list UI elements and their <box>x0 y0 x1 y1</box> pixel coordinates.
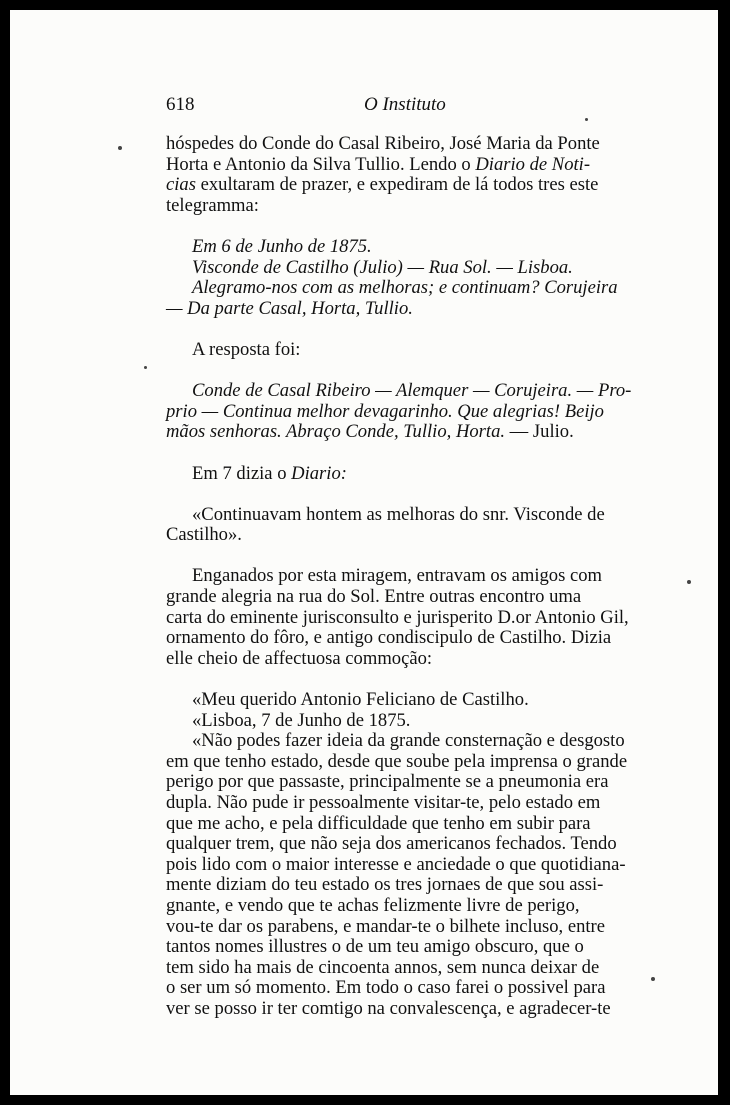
scan-speck <box>651 977 655 981</box>
text-run: Horta e Antonio da Silva Tullio. Lendo o <box>166 153 476 175</box>
blank-line <box>166 484 650 505</box>
quote-line: Castilho». <box>166 524 242 546</box>
letter-line: que me acho, e pela difficuldade que tenho em subir para <box>166 812 591 834</box>
letter-line: perigo por que passaste, principalmente se a pneumonia era <box>166 771 609 793</box>
blank-line <box>166 443 650 464</box>
text-line: telegramma: <box>166 194 259 216</box>
text-line: grande alegria na rua do Sol. Entre outras encontro uma <box>166 586 582 608</box>
text-line: A resposta foi: <box>192 338 301 360</box>
letter-line: vou-te dar os parabens, e mandar-te o bilhete incluso, entre <box>166 915 605 937</box>
text-line: Enganados por esta miragem, entravam os amigos com <box>192 565 602 587</box>
text-line <box>166 155 650 176</box>
blank-line <box>166 361 650 382</box>
letter-line: tem sido ha mais de cincoenta annos, sem nunca deixar de <box>166 956 600 978</box>
page-number: 618 <box>166 94 195 115</box>
letter-line: mente diziam do teu estado os tres jornaes de que sou assi- <box>166 874 604 896</box>
telegram-line: — Da parte Casal, Horta, Tullio. <box>166 297 413 319</box>
newspaper-title: Diario de Noti- <box>475 153 591 175</box>
letter-line: o ser um só momento. Em todo o caso farei o possivel para <box>166 977 606 999</box>
text-line: carta do eminente jurisconsulto e jurisperito D.or Antonio Gil, <box>166 606 629 628</box>
text-run: exultaram de prazer, e expediram de lá todos tres este <box>195 174 599 196</box>
text-run: mãos senhoras. Abraço Conde, Tullio, Horta. <box>166 421 506 443</box>
letter-line: em que tenho estado, desde que soube pela imprensa o grande <box>166 750 628 772</box>
blank-line <box>166 546 650 567</box>
telegram-line: Em 6 de Junho de 1875. <box>192 235 372 257</box>
letter-line: pois lido com o maior interesse e anciedade o que quotidiana- <box>166 853 626 875</box>
text-run: Em 7 dizia o <box>192 462 292 484</box>
newspaper-title: cias <box>166 174 196 196</box>
text-run: — Julio. <box>505 421 574 443</box>
letter-line: dupla. Não pude ir pessoalmente visitar-te, pelo estado em <box>166 792 601 813</box>
text-line <box>166 464 650 485</box>
letter-line: ver se posso ir ter comtigo na convalescença, e agradecer-te <box>166 997 611 1019</box>
telegram-line: Alegramo-nos com as melhoras; e continuam? Corujeira <box>192 277 618 299</box>
scan-speck <box>585 118 588 121</box>
letter-line: tantos nomes illustres o de um teu amigo obscuro, que o <box>166 936 584 958</box>
telegram-line: Visconde de Castilho (Julio) — Rua Sol. — Lisboa. <box>192 256 573 278</box>
telegram-line: Conde de Casal Ribeiro — Alemquer — Corujeira. — Pro- <box>192 380 632 402</box>
scan-speck <box>144 366 147 369</box>
text-line: elle cheio de affectuosa commoção: <box>166 647 433 669</box>
telegram-line: prio — Continua melhor devagarinho. Que alegrias! Beijo <box>166 400 604 422</box>
letter-line: gnante, e vendo que te achas felizmente livre de perigo, <box>166 894 580 916</box>
letter-dateline: «Lisboa, 7 de Junho de 1875. <box>192 709 411 731</box>
telegram-line <box>166 422 650 443</box>
text-line: hóspedes do Conde do Casal Ribeiro, José Maria da Ponte <box>166 133 600 154</box>
blank-line <box>166 319 650 340</box>
newspaper-title: Diario: <box>291 462 347 484</box>
letter-salutation: «Meu querido Antonio Feliciano de Castilho. <box>192 689 529 711</box>
blank-line <box>166 216 650 237</box>
scan-speck <box>687 580 691 584</box>
text-line: ornamento do fôro, e antigo condiscipulo de Castilho. Dizia <box>166 627 612 649</box>
body-text <box>166 134 650 1020</box>
quote-line: «Continuavam hontem as melhoras do snr. Visconde de <box>192 503 605 525</box>
letter-line: «Não podes fazer ideia da grande consternação e desgosto <box>192 730 625 752</box>
letter-line: qualquer trem, que não seja dos americanos fechados. Tendo <box>166 833 617 855</box>
text-line <box>166 175 650 196</box>
blank-line <box>166 669 650 690</box>
scan-speck <box>118 146 122 150</box>
book-page <box>10 10 718 1095</box>
running-title: O Instituto <box>364 94 446 115</box>
